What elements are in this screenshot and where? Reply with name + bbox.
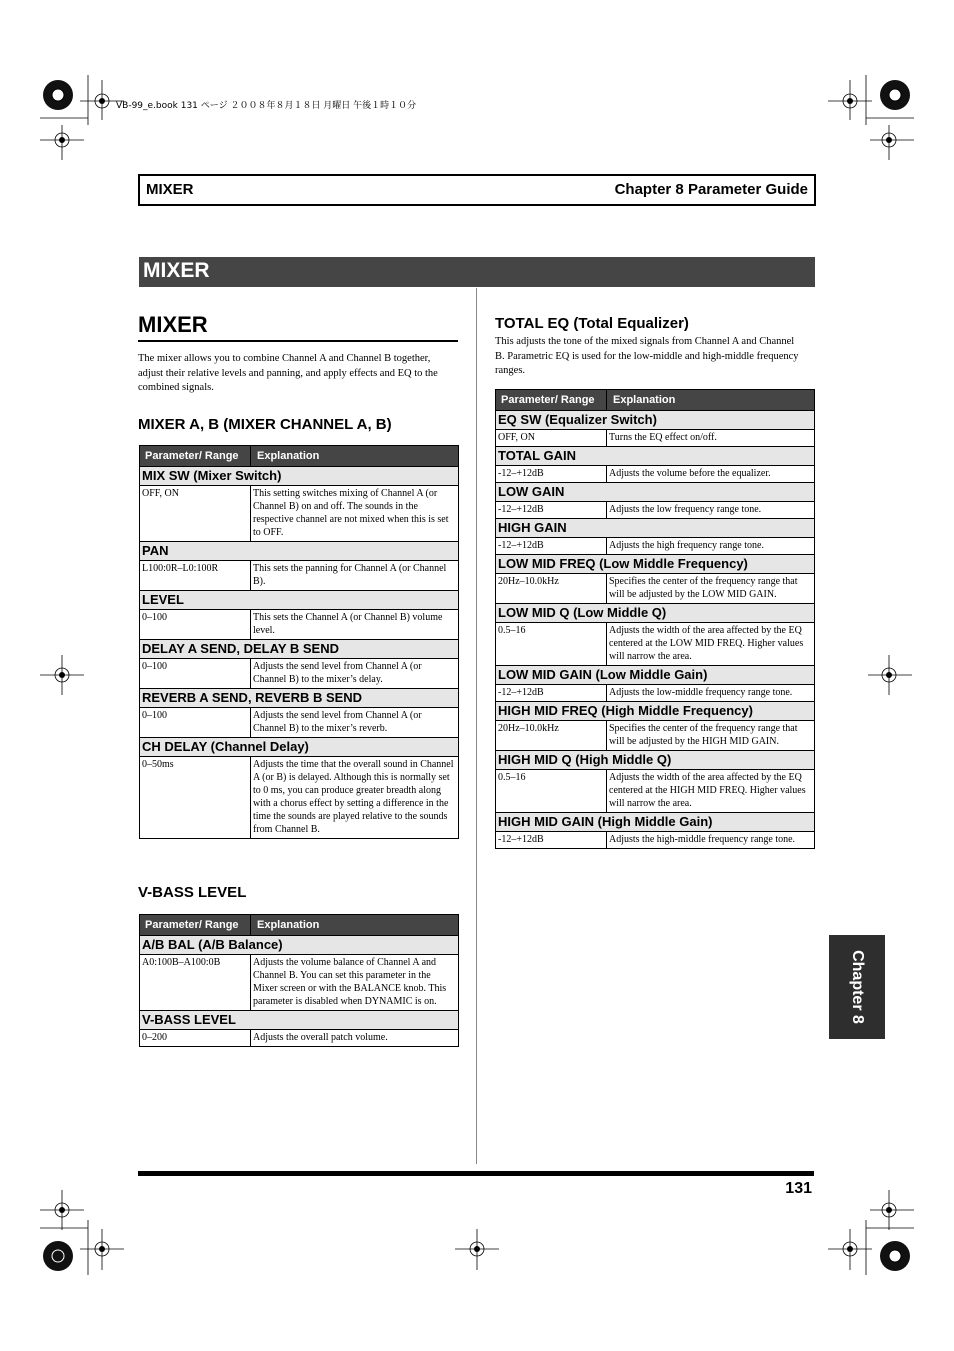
section-heading: REVERB A SEND, REVERB B SEND [140,689,459,708]
title-bar-text: MIXER [143,259,210,282]
explanation-cell: Adjusts the low frequency range tone. [607,502,815,519]
col-param-header: Parameter/ Range [140,446,251,467]
range-cell: 0–100 [140,659,251,689]
section-heading: CH DELAY (Channel Delay) [140,738,459,757]
mixer-ab-table [139,445,459,839]
header-chapter-guide: Chapter 8 Parameter Guide [614,181,808,198]
print-info: VB-99_e.book 131 ページ ２００８年８月１８日 月曜日 午後１時１０分 [116,101,417,111]
explanation-cell: Turns the EQ effect on/off. [607,430,815,447]
explanation-cell: This sets the Channel A (or Channel B) volume level. [251,610,459,640]
range-cell: 0–100 [140,610,251,640]
range-cell: A0:100B–A100:0B [140,955,251,1011]
range-cell: 0–50ms [140,757,251,839]
range-cell: -12–+12dB [496,538,607,555]
section-heading: LEVEL [140,591,459,610]
total-eq-table [495,389,815,849]
section-heading: PAN [140,542,459,561]
section-heading: TOTAL GAIN [496,447,815,466]
explanation-cell: Adjusts the width of the area affected by the EQ centered at the HIGH MID FREQ. Higher values will narrow the area. [607,770,815,813]
explanation-cell: Adjusts the high-middle frequency range tone. [607,832,815,849]
explanation-cell: Adjusts the volume before the equalizer. [607,466,815,483]
page-number: 131 [785,1180,812,1197]
section-heading: LOW GAIN [496,483,815,502]
total-eq-heading: TOTAL EQ (Total Equalizer) [495,315,689,332]
explanation-cell: Adjusts the low-middle frequency range tone. [607,685,815,702]
chapter-tab [829,935,885,1039]
section-heading: EQ SW (Equalizer Switch) [496,411,815,430]
range-cell: OFF, ON [496,430,607,447]
section-heading: LOW MID Q (Low Middle Q) [496,604,815,623]
vbass-heading: V-BASS LEVEL [138,884,247,901]
explanation-cell: Adjusts the overall patch volume. [251,1030,459,1047]
section-heading: LOW MID FREQ (Low Middle Frequency) [496,555,815,574]
chapter-tab-label: Chapter 8 [849,950,866,1024]
col-param-header: Parameter/ Range [140,915,251,936]
explanation-cell: Adjusts the volume balance of Channel A and Channel B. You can set this parameter in the Mixer screen or with the BALANCE knob. This parameter is disabled when DYNAMIC is on. [251,955,459,1011]
section-heading: A/B BAL (A/B Balance) [140,936,459,955]
mixer-ab-heading: MIXER A, B (MIXER CHANNEL A, B) [138,416,392,433]
header-section: MIXER [146,181,194,198]
range-cell: -12–+12dB [496,502,607,519]
section-heading: V-BASS LEVEL [140,1011,459,1030]
intro-text: The mixer allows you to combine Channel A and Channel B together, adjust their relative levels and panning, and apply effects and EQ to the combined signals. [138,353,438,393]
section-heading: LOW MID GAIN (Low Middle Gain) [496,666,815,685]
col-param-header: Parameter/ Range [496,390,607,411]
section-heading: HIGH MID GAIN (High Middle Gain) [496,813,815,832]
range-cell: -12–+12dB [496,685,607,702]
explanation-cell: Adjusts the send level from Channel A (or Channel B) to the mixer’s reverb. [251,708,459,738]
page-header [138,174,816,206]
col-explanation-header: Explanation [607,390,815,411]
range-cell: 0–200 [140,1030,251,1047]
range-cell: OFF, ON [140,486,251,542]
explanation-cell: This sets the panning for Channel A (or Channel B). [251,561,459,591]
range-cell: L100:0R–L0:100R [140,561,251,591]
section-heading: HIGH MID FREQ (High Middle Frequency) [496,702,815,721]
explanation-cell: Specifies the center of the frequency range that will be adjusted by the HIGH MID GAIN. [607,721,815,751]
vbass-table [139,914,459,1047]
section-heading: HIGH MID Q (High Middle Q) [496,751,815,770]
section-heading: MIX SW (Mixer Switch) [140,467,459,486]
footer-rule [138,1171,814,1176]
explanation-cell: Adjusts the width of the area affected by the EQ centered at the LOW MID FREQ. Higher values will narrow the area. [607,623,815,666]
explanation-cell: Adjusts the send level from Channel A (or Channel B) to the mixer’s delay. [251,659,459,689]
col-explanation-header: Explanation [251,915,459,936]
column-divider [476,288,477,1164]
range-cell: 0.5–16 [496,770,607,813]
total-eq-intro: This adjusts the tone of the mixed signals from Channel A and Channel B. Parametric EQ is used for the low-middle and high-middle frequency ranges. [495,336,799,376]
range-cell: -12–+12dB [496,832,607,849]
explanation-cell: Adjusts the time that the overall sound in Channel A (or B) is delayed. Although this is normally set to 0 ms, you can produce greater breadth along with a chorus effect by setting a difference in the time the sounds are played relative to the sounds from Channel B. [251,757,459,839]
page-heading: MIXER [138,312,458,342]
range-cell: 20Hz–10.0kHz [496,721,607,751]
title-bar [139,257,815,287]
range-cell: 0–100 [140,708,251,738]
col-explanation-header: Explanation [251,446,459,467]
explanation-cell: This setting switches mixing of Channel A (or Channel B) on and off. The sounds in the respective channel are not mixed when this is set to OFF. [251,486,459,542]
explanation-cell: Specifies the center of the frequency range that will be adjusted by the LOW MID GAIN. [607,574,815,604]
explanation-cell: Adjusts the high frequency range tone. [607,538,815,555]
range-cell: 0.5–16 [496,623,607,666]
range-cell: 20Hz–10.0kHz [496,574,607,604]
section-heading: DELAY A SEND, DELAY B SEND [140,640,459,659]
range-cell: -12–+12dB [496,466,607,483]
section-heading: HIGH GAIN [496,519,815,538]
